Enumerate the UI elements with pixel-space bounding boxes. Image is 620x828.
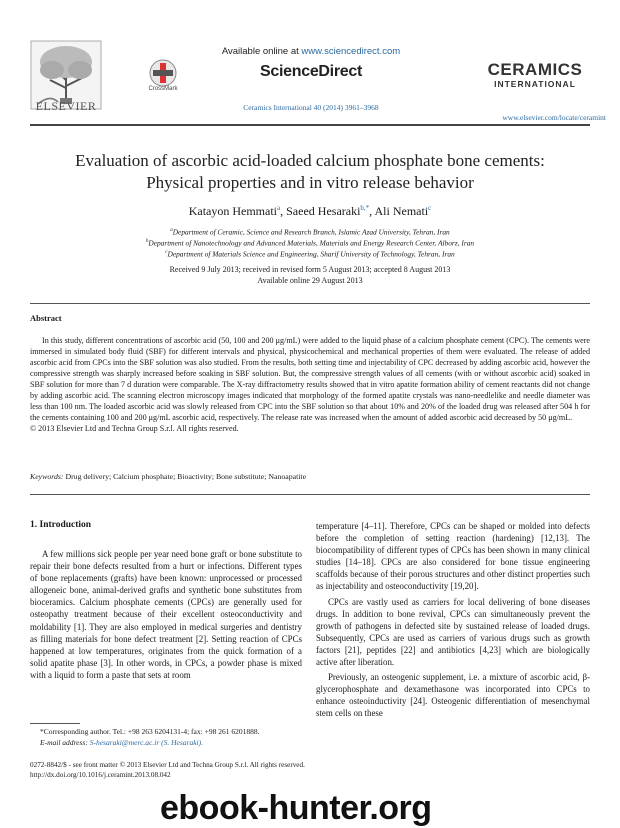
doi-line[interactable]: http://dx.doi.org/10.1016/j.ceramint.2013.08.042: [30, 771, 171, 779]
intro-paragraph: Previously, an osteogenic supplement, i.e. a mixture of ascorbic acid, β-glycerophosphate and dexamethasone was incorporated into CPCs to enhance osteoinductivity [24]. Osteogenic differentiation of mesenchymal stem cells on these: [316, 672, 590, 719]
intro-paragraph: temperature [4–11]. Therefore, CPCs can be shaped or molded into defects before the completion of setting reaction (hardening) [12,13]. The biocompatibility of different types of CPCs has been shown in many clinical studies [14–18]. CPCs are also considered for bone tissue engineering scaffolds because of their porous structures and other distinct properties such as injectability and osteoconductivity [19,20].: [316, 521, 590, 592]
affiliation-text: Department of Materials Science and Engineering, Sharif University of Technology, Tehran, Iran: [167, 249, 455, 259]
sciencedirect-logo: ScienceDirect: [260, 63, 362, 80]
header-divider: [30, 124, 590, 126]
article-title: [30, 150, 590, 194]
journal-citation[interactable]: Ceramics International 40 (2014) 3961–3968: [243, 103, 379, 112]
affiliation: [30, 226, 590, 237]
abstract-body: [30, 335, 590, 434]
received-dates: Received 9 July 2013; received in revised form 5 August 2013; accepted 8 August 2013: [169, 265, 451, 274]
left-column: [30, 548, 302, 681]
keywords-list: Drug delivery; Calcium phosphate; Bioactivity; Bone substitute; Nanoapatite: [65, 472, 307, 481]
abstract-heading: Abstract: [30, 313, 62, 323]
available-online-date: Available online 29 August 2013: [257, 276, 363, 285]
abstract-copyright: © 2013 Elsevier Ltd and Techna Group S.r.l. All rights reserved.: [30, 424, 239, 433]
author-name: Saeed Hesaraki: [286, 204, 361, 218]
title-line-2: Physical properties and in vitro release behavior: [146, 173, 474, 192]
email-label: E-mail address:: [40, 737, 88, 747]
affiliation: [30, 237, 590, 248]
author-name: Katayon Hemmati: [188, 204, 278, 218]
keywords-line: [30, 472, 590, 481]
section-heading-introduction: 1. Introduction: [30, 520, 92, 530]
author-list: Katayon Hemmati$^a$, Saeed Hesaraki$^{b,*}$, Ali Nemati$^c$: [188, 204, 432, 218]
keywords-divider: [30, 494, 590, 495]
issn-line: 0272-8842/$ - see front matter © 2013 Elsevier Ltd and Techna Group S.r.l. All rights reserved.: [30, 761, 305, 769]
email-link[interactable]: S-hesaraki@merc.ac.ir (S. Hesaraki).: [89, 737, 203, 747]
journal-logo-line2: INTERNATIONAL: [494, 79, 576, 89]
author-name: Ali Nemati: [374, 204, 429, 218]
intro-paragraph: CPCs are vastly used as carriers for local delivering of bone diseases drugs. In addition to bone revival, CPCs can simultaneously prevent the growth of pathogens in defected site by sustained release of loaded drugs. Subsequently, CPCs are used as carriers of various drugs such as growth factors [21], peptides [22] and antibiotics [4,23] which are biologically active after liberation.: [316, 596, 590, 668]
email-line: [30, 738, 300, 749]
journal-url-link[interactable]: www.elsevier.com/locate/ceramint: [502, 113, 606, 122]
crossmark-label: CrossMark: [148, 86, 178, 92]
corresponding-author-note: *Corresponding author. Tel.: +98 263 6204131-4; fax: +98 261 6201888.: [40, 727, 260, 736]
author-affil-mark[interactable]: b,*: [360, 204, 370, 212]
publisher-name: ELSEVIER: [35, 99, 97, 113]
right-column: [316, 520, 590, 720]
title-line-1: Evaluation of ascorbic acid-loaded calcium phosphate bone cements:: [75, 151, 545, 170]
available-prefix: Available online at: [221, 46, 299, 57]
affiliation-mark: a: [170, 228, 173, 233]
intro-paragraph: A few millions sick people per year need bone graft or bone substitute to repair their bone defects resulted from a hurt or infections. Different types of bone replacements (grafts) have been known: unprocessed or processed allogeneic bone, animal-derived grafts and synthetic bone substitutes from bioceramics. Calcium phosphate cements (CPCs) are generally used for osteopathy treatment because of their excellent osteoconductivity and moldability [1]. They are also employed in medical surgeries and dentistry as filling materials for bone defect treatment [2]. Setting reaction of CPCs happened at low temperatures, originates from the quick formation of a solid apatite phase [3]. In other words, in CPCs, a powder phase is mixed with a liquid to form a paste that sets at room: [30, 549, 302, 680]
sciencedirect-link[interactable]: www.sciencedirect.com: [301, 46, 401, 57]
abstract-top-divider: [30, 303, 590, 304]
affiliation-mark: b: [145, 239, 149, 244]
affiliation: [30, 248, 590, 259]
available-online-line: [206, 46, 416, 57]
keywords-label: Keywords:: [30, 472, 64, 481]
author-affil-mark[interactable]: c: [428, 204, 432, 212]
issn-footer: [30, 760, 590, 780]
affiliation-mark: c: [165, 250, 168, 255]
abstract-text: In this study, different concentrations of ascorbic acid (50, 100 and 200 μg/mL) were added to the liquid phase of a calcium phosphate cement (CPC). The cements were immersed in simulated body fluid (SBF) for different intervals and physical, physicochemical and mechanical properties of them were evaluated. The release of added ascorbic acid from CPCs into the SBF solution was also studied. From the results, both setting time and injectability of CPC decreased by adding ascorbic acid, however the compressive strength was sharply increased before soaking in SBF solution. But, the compressive strength values of all cements (with or without ascorbic acid) soaked in SBF solution for more than 7 d duration were comparable. The X-ray diffractometry results showed that in vitro apatite formation ability of cement reactants did not change by adding ascorbic acid. The scanning electron microscopy images indicated that morphology of the formed apatite crystals was nano-needlelike and needle diameter was less than 100 nm. The loaded ascorbic acid was slowly released from CPC into the SBF solution so that about 10% and 20% of the loaded drug was released after 504 h for the cements containing 100 and 200 μg/mL ascorbic acid, respectively. The release rate was increased when the amount of added ascorbic acid decreased by 50 μg/mL.: [30, 336, 590, 422]
affiliation-text: Department of Nanotechnology and Advanced Materials, Materials and Energy Research Center, Alborz, Iran: [148, 238, 475, 248]
watermark-text: ebook-hunter.org: [160, 789, 432, 827]
affiliation-text: Department of Ceramic, Science and Research Branch, Islamic Azad University, Tehran, Iran: [172, 227, 450, 237]
footnote-divider: [30, 723, 80, 724]
author-affil-mark[interactable]: a: [277, 204, 281, 212]
journal-logo-line1: CERAMICS: [487, 60, 583, 79]
footnote: [30, 727, 300, 748]
crossmark-icon[interactable]: [148, 58, 178, 88]
